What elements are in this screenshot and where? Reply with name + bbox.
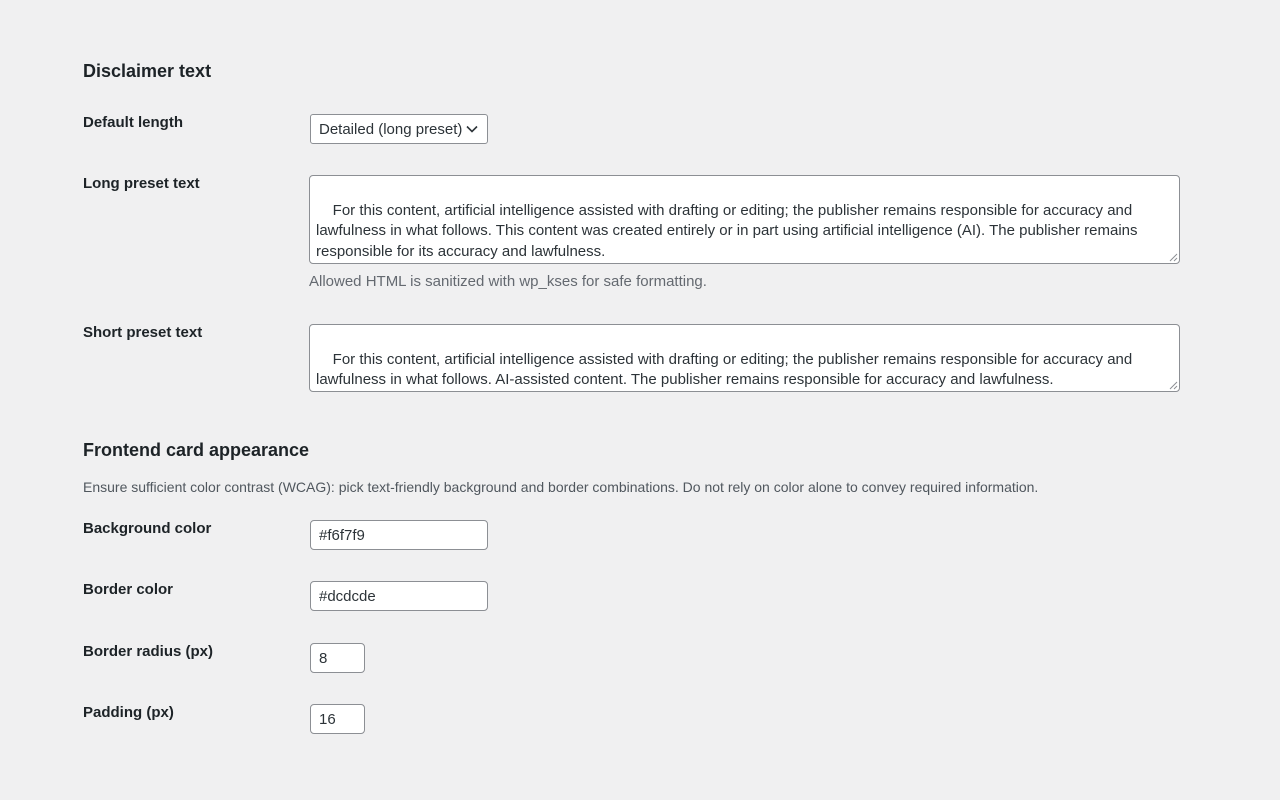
border-radius-label: Border radius (px) <box>83 643 214 660</box>
long-preset-help-text: Allowed HTML is sanitized with wp_kses for safe formatting. <box>309 273 707 290</box>
border-color-label: Border color <box>83 581 174 598</box>
background-color-label: Background color <box>83 520 212 537</box>
border-radius-input[interactable] <box>310 643 365 673</box>
short-preset-text: For this content, artificial intelligence assisted with drafting or editing; the publisher remains responsible for accuracy and lawfulness in what follows. AI-assisted content. The publisher remains responsible for accuracy and lawfulness. <box>316 350 1137 388</box>
section-title-disclaimer: Disclaimer text <box>83 61 212 81</box>
border-color-value: #dcdcde <box>319 587 376 605</box>
section-title-appearance: Frontend card appearance <box>83 440 310 460</box>
default-length-select[interactable] <box>310 114 488 144</box>
chevron-down-icon <box>465 122 479 136</box>
padding-input[interactable] <box>310 704 365 734</box>
border-color-input[interactable] <box>310 581 488 611</box>
long-preset-text: For this content, artificial intelligence assisted with drafting or editing; the publisher remains responsible for accuracy and lawfulness in what follows. This content was created entirely or in part using artificial intelligence (AI). The publisher remains responsible for its accuracy and lawfulness. <box>316 201 1142 260</box>
short-preset-label: Short preset text <box>83 324 203 341</box>
background-color-value: #f6f7f9 <box>319 526 365 544</box>
resize-grip-icon[interactable] <box>1169 381 1178 390</box>
long-preset-textarea[interactable] <box>309 175 1180 264</box>
background-color-input[interactable] <box>310 520 488 550</box>
padding-value: 16 <box>319 710 336 728</box>
short-preset-textarea[interactable] <box>309 324 1180 392</box>
padding-label: Padding (px) <box>83 704 174 721</box>
contrast-notice: Ensure sufficient color contrast (WCAG): pick text-friendly background and border combinations. Do not rely on color alone to convey required information. <box>83 479 1039 495</box>
resize-grip-icon[interactable] <box>1169 253 1178 262</box>
long-preset-label: Long preset text <box>83 175 200 192</box>
default-length-selected-value: Detailed (long preset) <box>319 120 463 138</box>
default-length-label: Default length <box>83 114 183 131</box>
border-radius-value: 8 <box>319 649 328 667</box>
